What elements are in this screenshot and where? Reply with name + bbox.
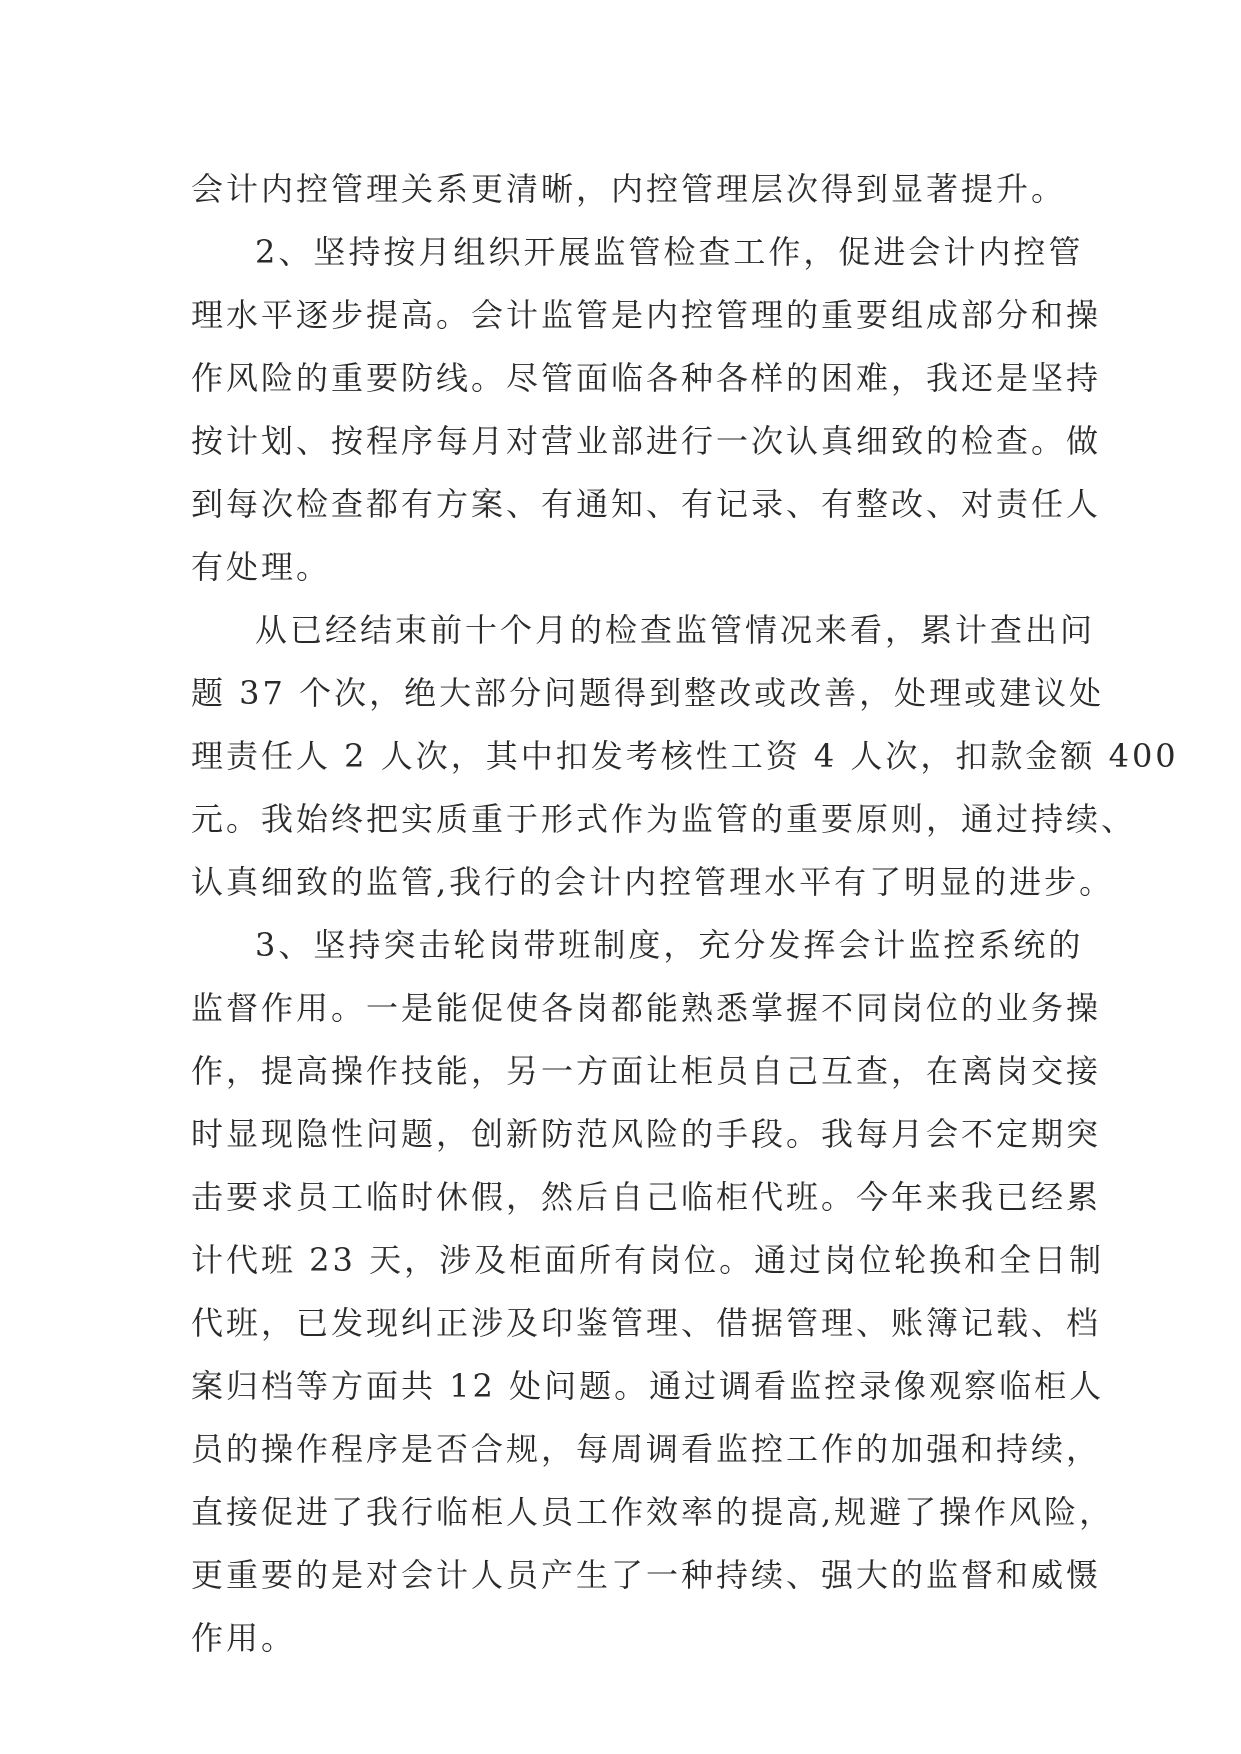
text-line: 到每次检查都有方案、有通知、有记录、有整改、对责任人: [191, 485, 1102, 523]
text-line: 作风险的重要防线。尽管面临各种各样的困难，我还是坚持: [191, 359, 1102, 397]
text-line: 作用。: [191, 1619, 297, 1657]
text-line: 员的操作程序是否合规，每周调看监控工作的加强和持续，: [191, 1430, 1102, 1468]
text-line: 有处理。: [191, 548, 332, 586]
paragraph-start-line: 3、坚持突击轮岗带班制度，充分发挥会计监控系统的: [255, 926, 1084, 964]
text-line: 时显现隐性问题，创新防范风险的手段。我每月会不定期突: [191, 1115, 1102, 1153]
text-line: 元。我始终把实质重于形式作为监管的重要原则，通过持续、: [191, 800, 1137, 838]
text-line: 题 37 个次，绝大部分问题得到整改或改善，处理或建议处: [191, 674, 1105, 712]
text-line: 监督作用。一是能促使各岗都能熟悉掌握不同岗位的业务操: [191, 989, 1102, 1027]
text-line: 案归档等方面共 12 处问题。通过调看监控录像观察临柜人: [191, 1367, 1105, 1405]
text-line: 作，提高操作技能，另一方面让柜员自己互查，在离岗交接: [191, 1052, 1102, 1090]
text-line: 击要求员工临时休假，然后自己临柜代班。今年来我已经累: [191, 1178, 1102, 1216]
text-line: 理责任人 2 人次，其中扣发考核性工资 4 人次，扣款金额 400: [191, 737, 1179, 775]
text-line: 理水平逐步提高。会计监管是内控管理的重要组成部分和操: [191, 296, 1102, 334]
text-line: 代班，已发现纠正涉及印鉴管理、借据管理、账簿记载、档: [191, 1304, 1102, 1342]
text-line: 按计划、按程序每月对营业部进行一次认真细致的检查。做: [191, 422, 1102, 460]
text-line: 更重要的是对会计人员产生了一种持续、强大的监督和威慑: [191, 1556, 1102, 1594]
document-body: [191, 158, 1179, 1670]
text-line: 计代班 23 天，涉及柜面所有岗位。通过岗位轮换和全日制: [191, 1241, 1105, 1279]
text-line: 直接促进了我行临柜人员工作效率的提高,规避了操作风险，: [191, 1493, 1115, 1531]
paragraph-start-line: 从已经结束前十个月的检查监管情况来看，累计查出问: [255, 611, 1096, 649]
paragraph-start-line: 2、坚持按月组织开展监管检查工作，促进会计内控管: [255, 233, 1084, 271]
text-line: 会计内控管理关系更清晰，内控管理层次得到显著提升。: [191, 170, 1067, 208]
text-line: 认真细致的监管,我行的会计内控管理水平有了明显的进步。: [191, 863, 1115, 901]
